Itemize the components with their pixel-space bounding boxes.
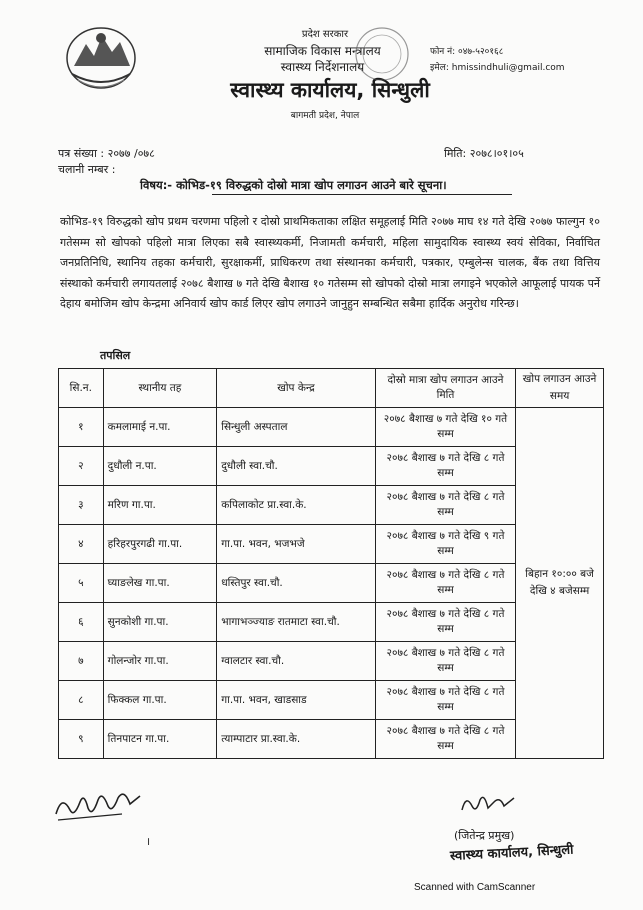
cell-center: कपिलाकोट प्रा.स्वा.के. (217, 486, 376, 525)
office-phone: फोन नं: ०४७-५२०१६८ (430, 47, 504, 57)
letter-reference-number: पत्र संख्या : २०७७ /०७८ (58, 147, 155, 160)
cell-local-level: कमलामाई न.पा. (103, 408, 217, 447)
header-province: बागमती प्रदेश, नेपाल (290, 111, 360, 121)
cell-local-level: मरिण गा.पा. (103, 486, 217, 525)
cell-sn: ६ (59, 603, 104, 642)
cell-sn: ४ (59, 525, 104, 564)
cell-sn: ५ (59, 564, 104, 603)
cell-local-level: तिनपाटन गा.पा. (103, 720, 217, 759)
signatory-office: स्वास्थ्य कार्यालय, सिन्धुली (449, 842, 574, 864)
office-stamp-icon (352, 24, 412, 84)
col-header-local-level: स्थानीय तह (103, 369, 217, 408)
header-directorate: स्वास्थ्य निर्देशनालय (280, 60, 365, 74)
cell-sn: २ (59, 447, 104, 486)
notice-body: कोभिड-१९ विरुद्धको खोप प्रथम चरणमा पहिलो र दोस्रो प्राथमिकताका लक्षित समूहलाई मिति २०७७ माघ १४ गते देखि २०७७ फाल्गुन १० गतेसम्म सो खोपको पहिलो मात्रा लिएका सबै स्वास्थ्यकर्मी, निजामती कर्मचारी, महिला सामुदायिक स्वास्थ्य स्वयं सेविका, निर्वाचित जनप्रतिनिधि, स्थानिय तहका कर्मचारी, सुरक्षाकर्मी, प्राधिकरण तथा संस्थानका कर्मचारी, पत्रकार, एम्बुलेन्स चालक, बैंक तथा वित्तिय संस्थाको कर्मचारी लगायतलाई २०७८ बैशाख ७ गते देखि बैशाख १० गतेसम्म सो खोपको दोस्रो मात्रा लगाइने भएकोले आफूलाई पायक पर्ने देहाय बमोजिम खोप केन्द्रमा अनिवार्य खोप कार्ड लिएर खोप लगाउने जानुहुन सम्बन्धित सबैमा हार्दिक अनुरोध गरिन्छ। (60, 215, 600, 310)
subject-underline (212, 194, 512, 195)
cell-time: बिहान १०:०० बजे देखि ४ बजेसम्म (516, 408, 604, 759)
cell-center: गा.पा. भवन, भजभजे (217, 525, 376, 564)
cell-date: २०७८ बैशाख ७ गते देखि ८ गते सम्म (375, 681, 515, 720)
cell-local-level: हरिहरपुरगढी गा.पा. (103, 525, 217, 564)
cell-center: गा.पा. भवन, खाडसाड (217, 681, 376, 720)
letter-date: मिति: २०७८।०१।०५ (444, 147, 524, 160)
cell-local-level: सुनकोशी गा.पा. (103, 603, 217, 642)
signatory-name: (जितेन्द्र प्रमुख) (454, 829, 515, 842)
header-government: प्रदेश सरकार (301, 29, 349, 40)
officer-signature-icon (458, 790, 518, 818)
handwritten-signature-icon (52, 784, 144, 824)
cell-date: २०७८ बैशाख ७ गते देखि ८ गते सम्म (375, 447, 515, 486)
cell-date: २०७८ बैशाख ७ गते देखि ८ गते सम्म (375, 564, 515, 603)
cell-center: त्याम्पाटार प्रा.स्वा.के. (217, 720, 376, 759)
scanner-watermark: Scanned with CamScanner (414, 882, 536, 893)
cell-local-level: गोलन्जोर गा.पा. (103, 642, 217, 681)
cell-sn: १ (59, 408, 104, 447)
cell-center: दुधौली स्वा.चौ. (217, 447, 376, 486)
col-header-center: खोप केन्द्र (217, 369, 376, 408)
letter-subject: विषय:- कोभिड-१९ विरुद्धको दोस्रो मात्रा खोप लगाउन आउने बारे सूचना। (140, 178, 447, 192)
header-office-title: स्वास्थ्य कार्यालय, सिन्धुली (230, 78, 430, 102)
cell-sn: ८ (59, 681, 104, 720)
cell-center: धस्तिपुर स्वा.चौ. (217, 564, 376, 603)
cell-center: सिन्धुली अस्पताल (217, 408, 376, 447)
header-ministry: सामाजिक विकास मन्त्रालय (264, 44, 381, 58)
cell-center: भागाभञ्ज्याङ रातमाटा स्वा.चौ. (217, 603, 376, 642)
government-emblem-icon (62, 22, 140, 92)
cell-date: २०७८ बैशाख ७ गते देखि ८ गते सम्म (375, 720, 515, 759)
col-header-sn: सि.न. (59, 369, 104, 408)
cell-sn: ७ (59, 642, 104, 681)
table-row (59, 408, 604, 447)
cell-sn: ९ (59, 720, 104, 759)
cell-local-level: दुधौली न.पा. (103, 447, 217, 486)
cell-center: ग्वालटार स्वा.चौ. (217, 642, 376, 681)
col-header-date: दोस्रो मात्रा खोप लगाउन आउने मिति (375, 369, 515, 408)
cell-date: २०७८ बैशाख ७ गते देखि ८ गते सम्म (375, 603, 515, 642)
cell-date: २०७८ बैशाख ७ गते देखि ९ गते सम्म (375, 525, 515, 564)
table-header-row (59, 369, 604, 408)
cell-local-level: घ्याङलेख गा.पा. (103, 564, 217, 603)
cell-date: २०७८ बैशाख ७ गते देखि १० गते सम्म (375, 408, 515, 447)
cell-local-level: फिक्कल गा.पा. (103, 681, 217, 720)
dispatch-number: चलानी नम्बर : (58, 163, 116, 176)
cell-date: २०७८ बैशाख ७ गते देखि ८ गते सम्म (375, 486, 515, 525)
cell-date: २०७८ बैशाख ७ गते देखि ८ गते सम्म (375, 642, 515, 681)
cell-sn: ३ (59, 486, 104, 525)
vaccination-schedule-table (58, 368, 604, 759)
details-heading: तपसिल (100, 349, 131, 362)
col-header-time: खोप लगाउन आउने समय (516, 369, 604, 408)
office-email: इमेल: hmissindhuli@gmail.com (430, 63, 565, 73)
margin-mark: । (146, 835, 151, 848)
